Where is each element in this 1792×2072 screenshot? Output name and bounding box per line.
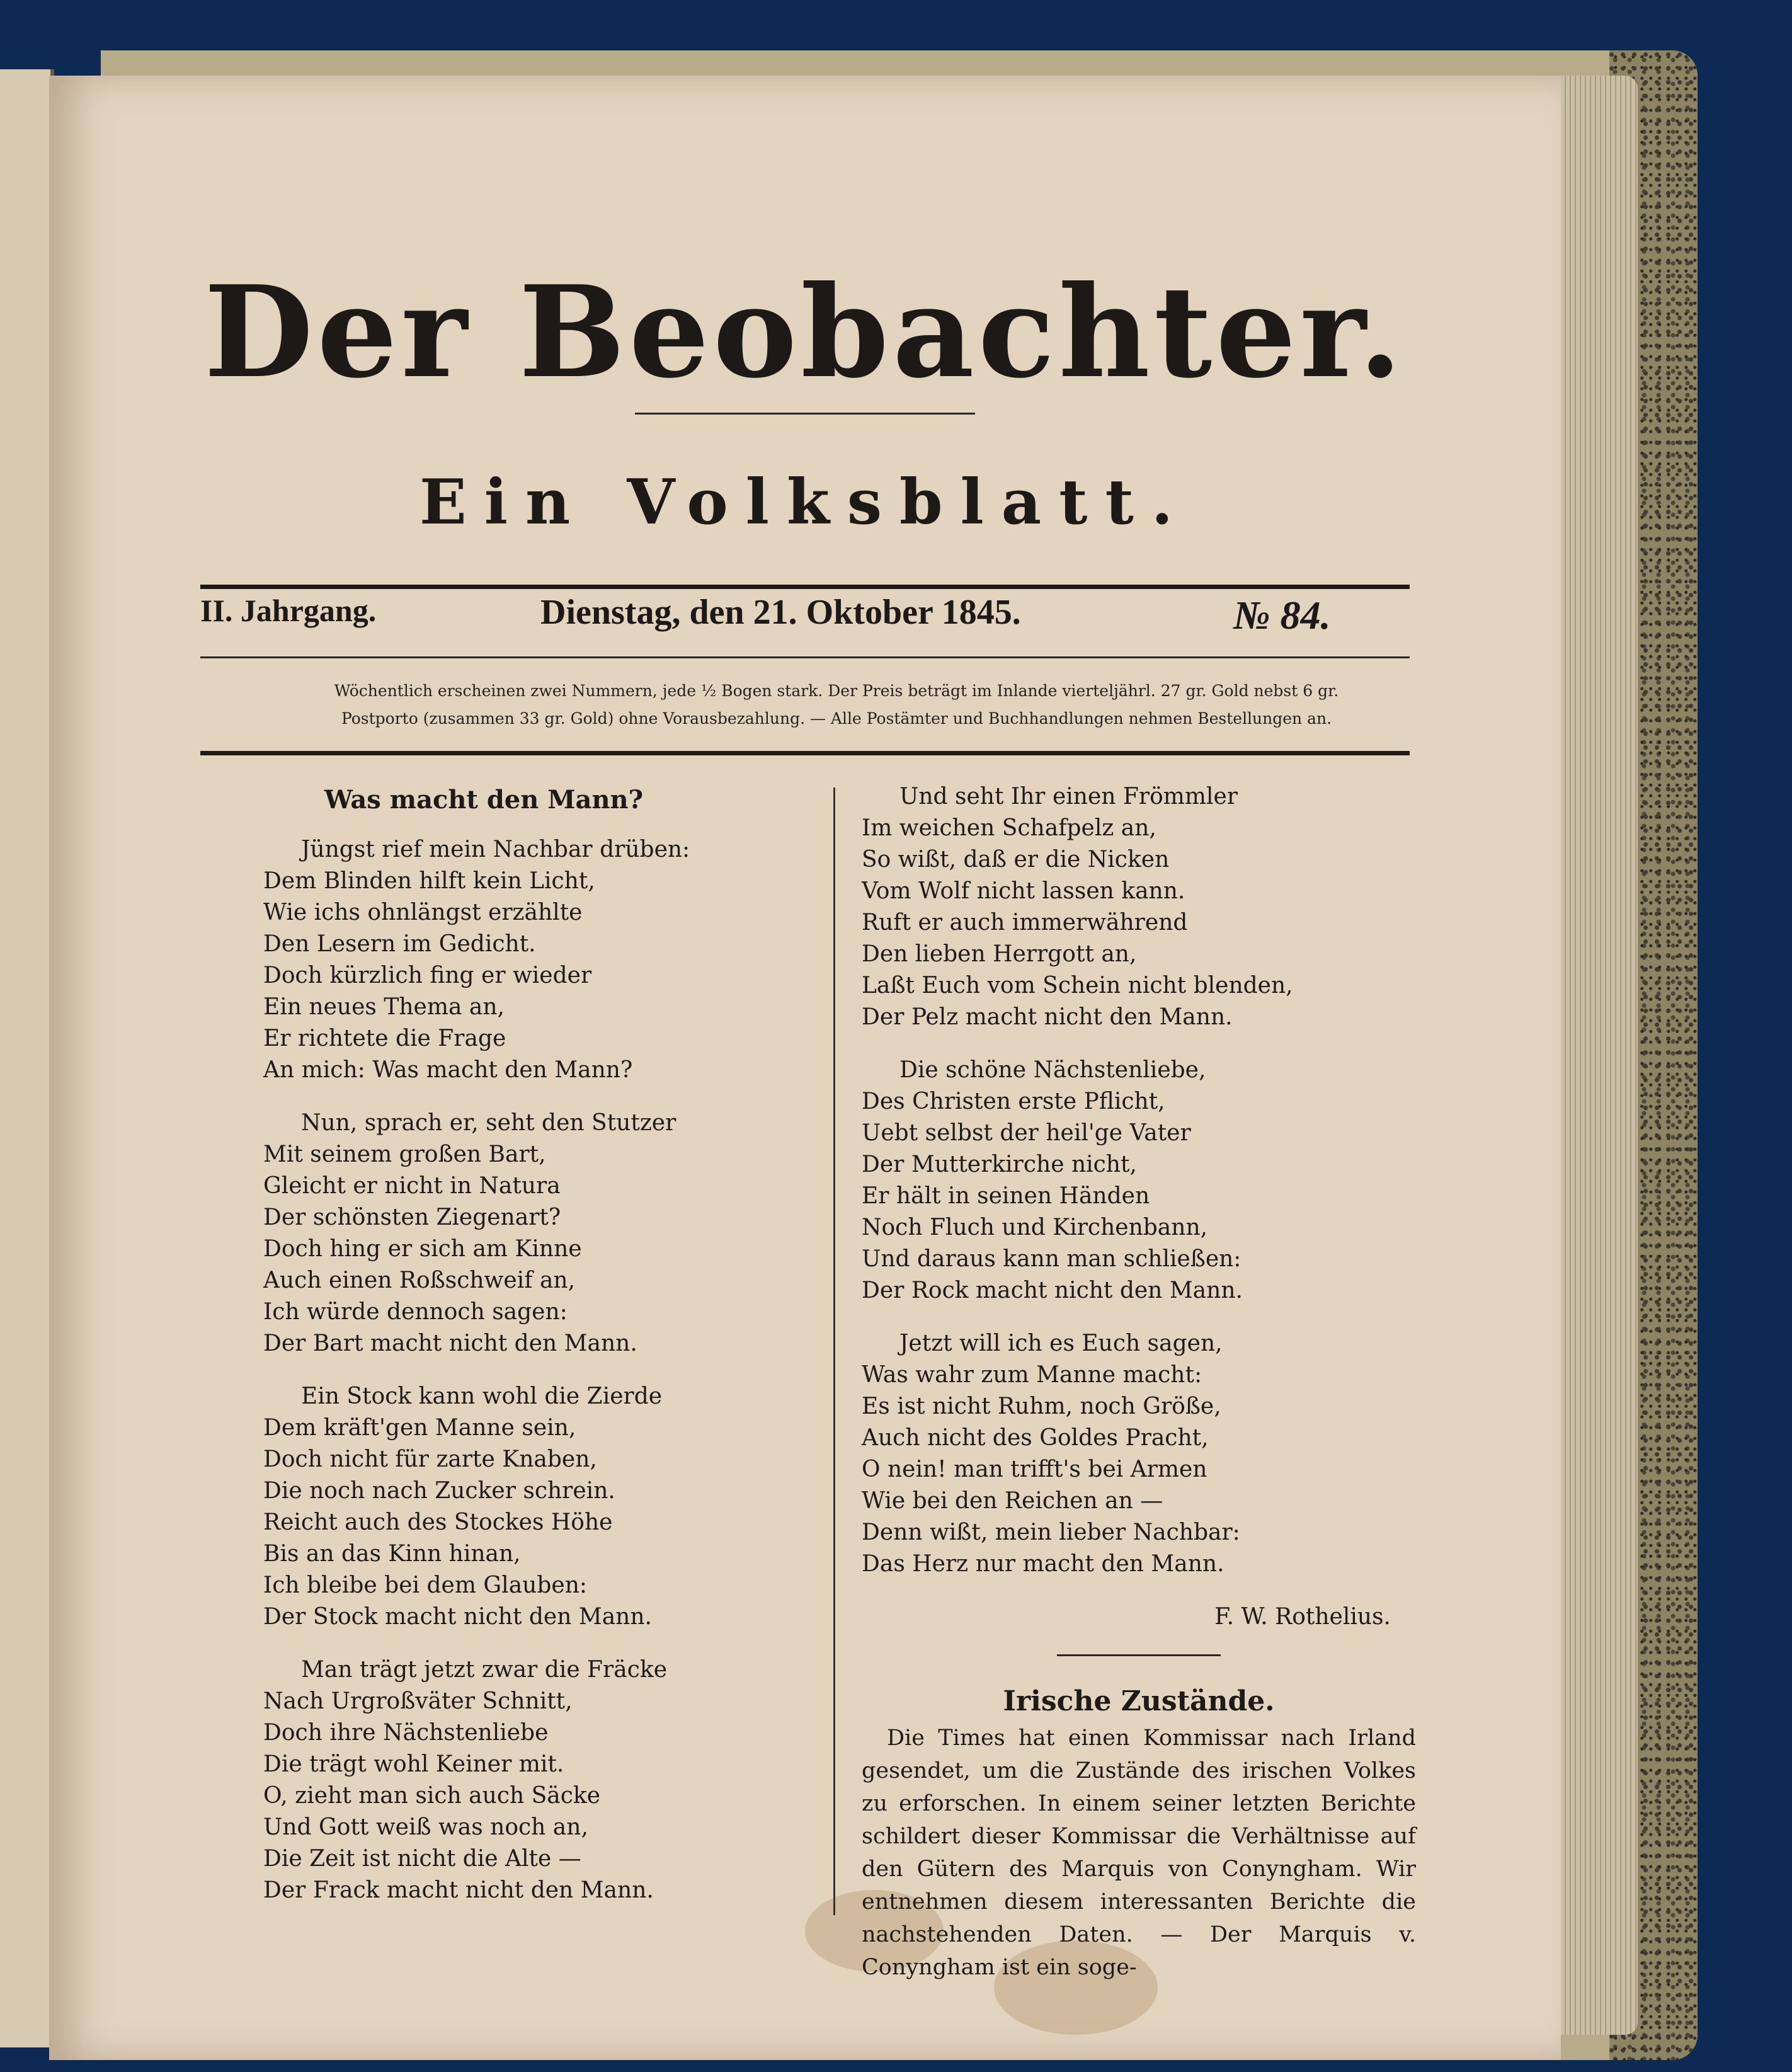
article-separator (1057, 1654, 1221, 1656)
poem-line: Der Bart macht nicht den Mann. (263, 1331, 637, 1356)
masthead-title: Der Beobachter. (203, 258, 1407, 406)
poem-line: Gleicht er nicht in Natura (263, 1173, 561, 1199)
poem-line: Er hält in seinen Händen (862, 1183, 1150, 1209)
column-divider (833, 787, 835, 1915)
poem-line: Vom Wolf nicht lassen kann. (862, 878, 1185, 904)
poem-line: Noch Fluch und Kirchenbann, (862, 1215, 1208, 1240)
poem-line: Der Mutterkirche nicht, (862, 1152, 1137, 1177)
poem-line: O, zieht man sich auch Säcke (263, 1783, 601, 1809)
poem-line: Ich bleibe bei dem Glauben: (263, 1572, 588, 1598)
poem-stanza (862, 1328, 1416, 1580)
poem-line: Doch kürzlich fing er wieder (263, 963, 592, 988)
poem-stanza (263, 834, 704, 1086)
notice-rule (200, 751, 1410, 755)
poem-line: Doch nicht für zarte Knaben, (263, 1446, 597, 1472)
poem-line: Dem Blinden hilft kein Licht, (263, 868, 595, 894)
poem-line: Die noch nach Zucker schrein. (263, 1478, 615, 1504)
poem-stanza (862, 781, 1416, 1033)
poem-line: Nach Urgroßväter Schnitt, (263, 1688, 573, 1714)
poem-line: Laßt Euch vom Schein nicht blenden, (862, 973, 1293, 999)
right-column (862, 781, 1416, 1984)
poem-line: Der Frack macht nicht den Mann. (263, 1877, 654, 1903)
poem-line: Er richtete die Frage (263, 1026, 506, 1051)
poem-line: Mit seinem großen Bart, (263, 1142, 546, 1167)
newspaper-page (49, 76, 1561, 2060)
article-body: Die Times hat einen Kommissar nach Irland gesendet, um die Zustände des irischen Volkes zu erforschen. In einem seiner letzten Berichte schildert dieser Kommissar die Verhältnisse auf den Gütern des Marquis von Conyngham. Wir entnehmen diesem interessanten Berichte die nachstehenden Daten. — Der Marquis v. Conyngham ist ein soge- (862, 1726, 1416, 1980)
poem-line: Der schönsten Ziegenart? (263, 1205, 561, 1230)
poem-line: An mich: Was macht den Mann? (263, 1057, 633, 1083)
poem-left-column (263, 781, 704, 1928)
masthead-subtitle: Ein Volksblatt. (419, 466, 1190, 539)
poem-stanza (263, 1108, 704, 1359)
poem-title: Was macht den Mann? (324, 785, 644, 815)
poem-author: F. W. Rothelius. (1214, 1604, 1391, 1630)
poem-line: Der Pelz macht nicht den Mann. (862, 1004, 1233, 1030)
poem-line: Es ist nicht Ruhm, noch Größe, (862, 1394, 1221, 1419)
poem-line: Das Herz nur macht den Mann. (862, 1551, 1224, 1577)
poem-line: Reicht auch des Stockes Höhe (263, 1509, 613, 1535)
poem-line: Denn wißt, mein lieber Nachbar: (862, 1520, 1240, 1545)
poem-line: Den lieben Herrgott an, (862, 941, 1137, 967)
poem-line: Auch nicht des Goldes Pracht, (862, 1425, 1209, 1451)
poem-stanza (263, 1381, 704, 1633)
poem-line: Ein Stock kann wohl die Zierde (301, 1383, 663, 1409)
poem-stanza (862, 1055, 1416, 1307)
poem-line: Bis an das Kinn hinan, (263, 1541, 521, 1567)
issue-number: № 84. (1233, 593, 1331, 638)
poem-stanza (263, 1654, 704, 1906)
poem-line: Wie ichs ohnlängst erzählte (263, 900, 583, 925)
notice-line-1: Wöchentlich erscheinen zwei Nummern, jede ½ Bogen stark. Der Preis beträgt im Inlande vierteljährl. 27 gr. Gold nebst 6 gr. (334, 682, 1339, 700)
page-block-edges (1556, 76, 1638, 2035)
poem-line: O nein! man trifft's bei Armen (862, 1457, 1207, 1482)
poem-line: Wie bei den Reichen an — (862, 1488, 1163, 1514)
poem-line: Und seht Ihr einen Frömmler (899, 784, 1238, 810)
left-stanzas (263, 834, 704, 1906)
subscription-notice (238, 677, 1435, 733)
poem-line: Dem kräft'gen Manne sein, (263, 1415, 576, 1441)
article-title: Irische Zustände. (1003, 1685, 1275, 1717)
volume-label: II. Jahrgang. (200, 593, 377, 628)
issue-date: Dienstag, den 21. Oktober 1845. (540, 593, 1021, 632)
poem-line: Ruft er auch immerwährend (862, 910, 1188, 936)
poem-line: Auch einen Roßschweif an, (263, 1268, 576, 1293)
poem-line: Der Rock macht nicht den Mann. (862, 1278, 1243, 1303)
poem-line: Ein neues Thema an, (263, 994, 505, 1020)
poem-line: Doch ihre Nächstenliebe (263, 1720, 549, 1746)
poem-line: Den Lesern im Gedicht. (263, 931, 536, 957)
poem-line: Uebt selbst der heil'ge Vater (862, 1120, 1191, 1146)
poem-line: Und Gott weiß was noch an, (263, 1814, 588, 1840)
poem-line: Die schöne Nächstenliebe, (899, 1057, 1206, 1083)
poem-line: Die trägt wohl Keiner mit. (263, 1751, 564, 1777)
top-rule (200, 585, 1410, 589)
right-stanzas (862, 781, 1416, 1580)
left-page-edge (0, 69, 54, 2047)
poem-line: Ich würde dennoch sagen: (263, 1299, 568, 1325)
poem-line: Jüngst rief mein Nachbar drüben: (301, 837, 690, 862)
poem-line: Nun, sprach er, seht den Stutzer (301, 1110, 676, 1136)
masthead-divider (635, 413, 975, 415)
poem-line: Was wahr zum Manne macht: (862, 1362, 1202, 1388)
poem-line: Die Zeit ist nicht die Alte — (263, 1846, 581, 1872)
poem-line: Und daraus kann man schließen: (862, 1246, 1241, 1272)
poem-line: Jetzt will ich es Euch sagen, (899, 1331, 1223, 1356)
dateline-rule (200, 656, 1410, 658)
notice-line-2: Postporto (zusammen 33 gr. Gold) ohne Vorausbezahlung. — Alle Postämter und Buchhandlungen nehmen Bestellungen an. (341, 709, 1332, 728)
poem-line: Der Stock macht nicht den Mann. (263, 1604, 652, 1630)
poem-line: Im weichen Schafpelz an, (862, 815, 1156, 841)
poem-line: So wißt, daß er die Nicken (862, 847, 1170, 873)
poem-line: Doch hing er sich am Kinne (263, 1236, 582, 1262)
poem-line: Des Christen erste Pflicht, (862, 1089, 1165, 1114)
poem-line: Man trägt jetzt zwar die Fräcke (301, 1657, 667, 1683)
